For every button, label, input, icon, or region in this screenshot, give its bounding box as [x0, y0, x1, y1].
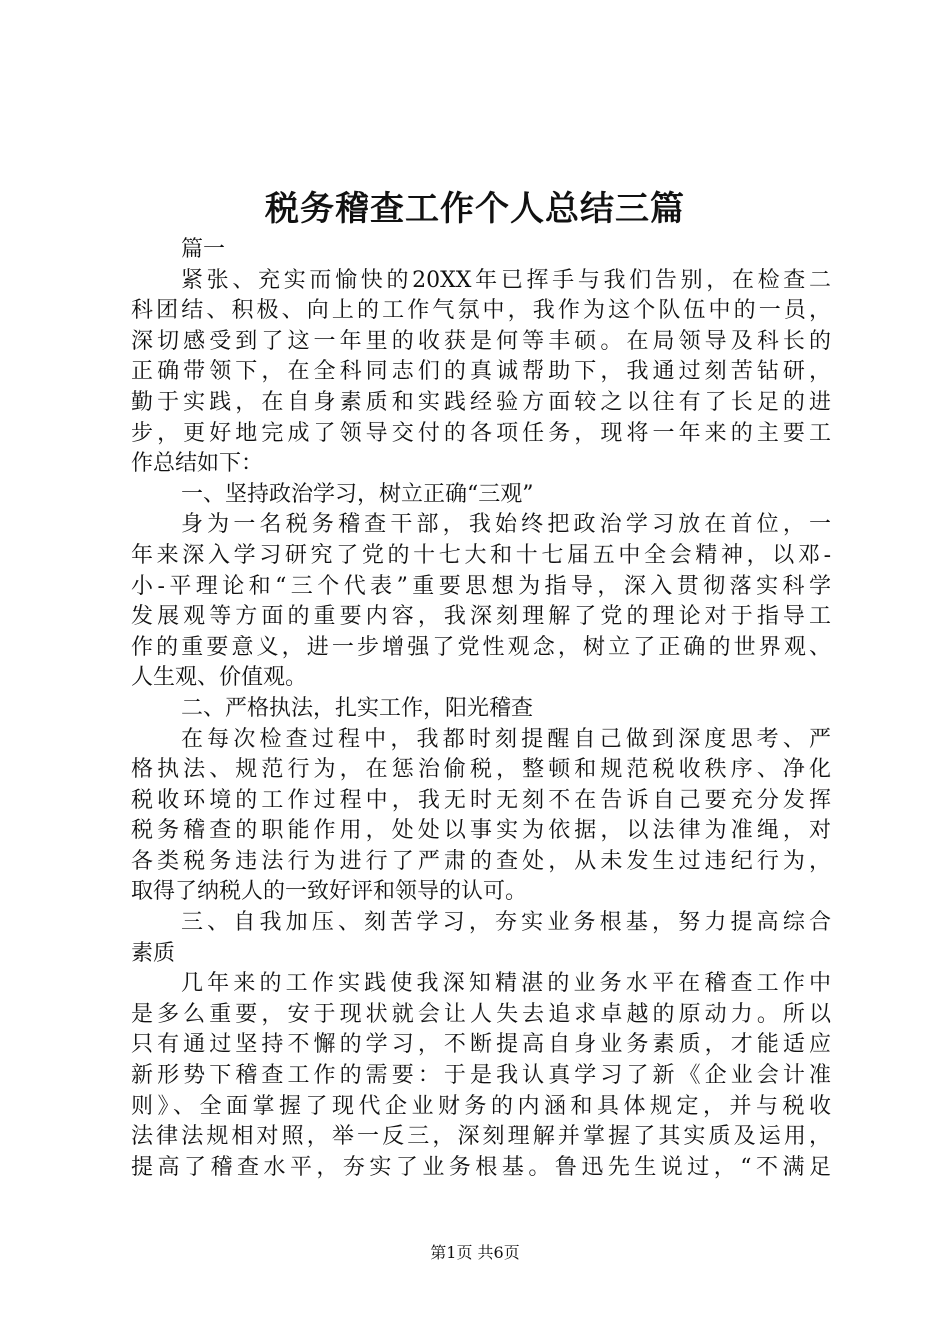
document-body: [131, 235, 831, 1183]
text-line: 身为一名税务稽查干部，我始终把政治学习放在首位，一: [181, 512, 831, 538]
text-line: 格执法、规范行为，在惩治偷税，整顿和规范税收秩序、净化: [131, 757, 831, 783]
document-title: 税务稽查工作个人总结三篇: [265, 189, 685, 229]
text-line: 是多么重要，安于现状就会让人失去追求卓越的原动力。所以: [131, 1001, 831, 1027]
text-line: 一、坚持政治学习，树立正确“三观”: [181, 481, 534, 507]
text-line: 发展观等方面的重要内容，我深刻理解了党的理论对于指导工: [131, 604, 831, 630]
text-line: 在每次检查过程中，我都时刻提醒自己做到深度思考、严: [181, 726, 831, 752]
text-line: 深切感受到了这一年里的收获是何等丰硕。在局领导及科长的: [131, 328, 831, 354]
text-line: 税务稽查的职能作用，处处以事实为依据，以法律为准绳，对: [131, 818, 831, 844]
text-line: 步，更好地完成了领导交付的各项任务，现将一年来的主要工: [131, 420, 831, 446]
text-line: 新形势下稽查工作的需要：于是我认真学习了新《企业会计准: [131, 1063, 831, 1089]
text-line: 几年来的工作实践使我深知精湛的业务水平在稽查工作中: [181, 971, 831, 997]
text-line: 素质: [131, 940, 176, 966]
text-line: 取得了纳税人的一致好评和领导的认可。: [131, 879, 528, 905]
text-line: 只有通过坚持不懈的学习，不断提高自身业务素质，才能适应: [131, 1032, 831, 1058]
text-line: 篇一: [181, 237, 226, 262]
text-line: 科团结、积极、向上的工作气氛中，我作为这个队伍中的一员，: [131, 298, 831, 324]
text-line: 法律法规相对照，举一反三，深刻理解并掌握了其实质及运用，: [131, 1124, 831, 1150]
text-line: 勤于实践，在自身素质和实践经验方面较之以往有了长足的进: [131, 389, 831, 415]
text-line: 作总结如下：: [131, 451, 264, 477]
text-line: 人生观、价值观。: [131, 665, 308, 691]
text-line: 提高了稽查水平，夯实了业务根基。鲁迅先生说过，“不满足: [131, 1154, 831, 1180]
text-line: 正确带领下，在全科同志们的真诚帮助下，我通过刻苦钻研，: [131, 359, 831, 385]
text-line: 各类税务违法行为进行了严肃的查处，从未发生过违纪行为，: [131, 848, 831, 874]
text-line: 年来深入学习研究了党的十七大和十七届五中全会精神，以邓-: [131, 542, 831, 568]
text-line: 紧张、充实而愉快的20XX年已挥手与我们告别，在检查二: [181, 267, 831, 293]
page-footer: 第1页 共6页: [430, 1243, 520, 1262]
text-line: 税收环境的工作过程中，我无时无刻不在告诉自己要充分发挥: [131, 787, 831, 813]
text-line: 小-平理论和“三个代表”重要思想为指导，深入贯彻落实科学: [131, 573, 831, 599]
text-line: 三、自我加压、刻苦学习，夯实业务根基，努力提高综合: [181, 910, 831, 936]
text-line: 则》、全面掌握了现代企业财务的内涵和具体规定，并与税收: [131, 1093, 831, 1119]
text-line: 二、严格执法，扎实工作，阳光稽查: [181, 695, 534, 721]
text-line: 作的重要意义，进一步增强了党性观念，树立了正确的世界观、: [131, 634, 831, 660]
